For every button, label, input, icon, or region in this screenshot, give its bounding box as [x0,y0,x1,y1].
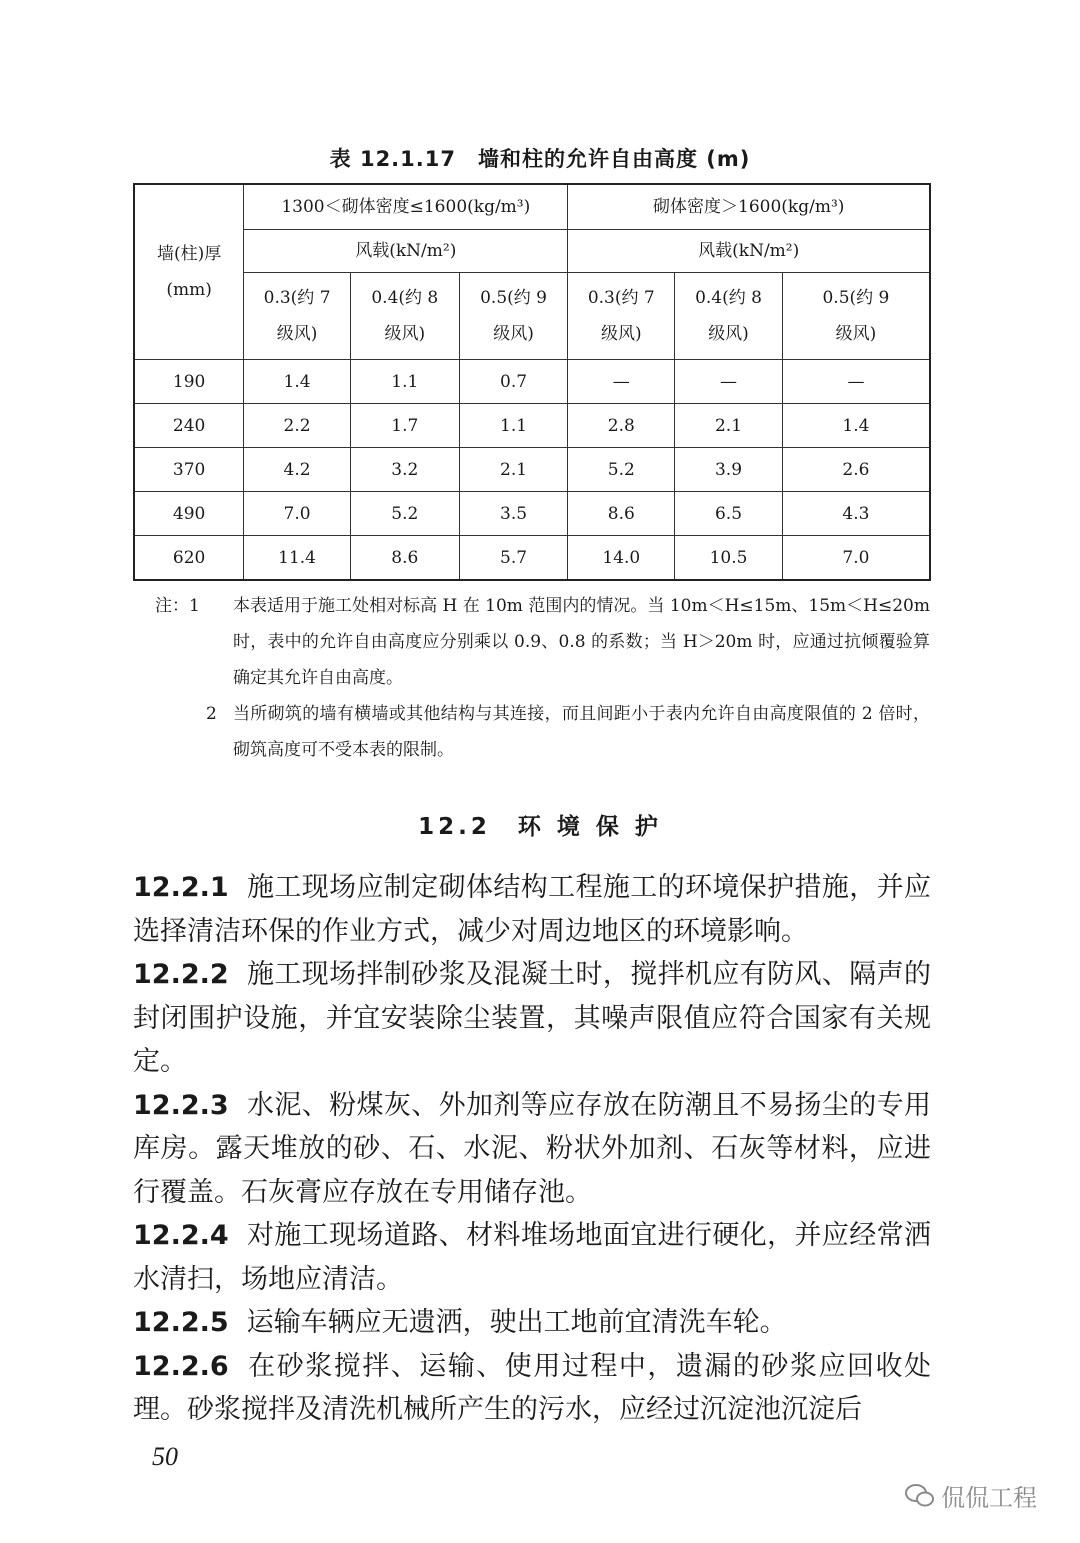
table-cell: 0.7 [459,360,568,404]
table-row [134,492,930,536]
table-cell: 8.6 [568,492,675,536]
table-cell: 1.4 [244,360,351,404]
thickness-cell: 190 [134,360,244,404]
table-cell: 1.1 [459,404,568,448]
table-caption: 表 12.1.17 墙和柱的允许自由高度 (m) [329,147,751,171]
clause-text: 在砂浆搅拌、运输、使用过程中，遗漏的砂浆应回收处理。砂浆搅拌及清洗机械所产生的污水，应经过沉淀池沉淀后 [133,1350,931,1425]
clause-text: 水泥、粉煤灰、外加剂等应存放在防潮且不易扬尘的专用库房。露天堆放的砂、石、水泥、粉状外加剂、石灰等材料，应进行覆盖。石灰膏应存放在专用储存池。 [133,1089,931,1208]
wind-column-header: 0.3(约 7 级风) [568,273,675,360]
note-label: 注：1 [155,596,200,616]
table-cell: 4.3 [782,492,930,536]
allowable-height-table [133,183,931,581]
clause-text: 运输车辆应无遗洒，驶出工地前宜清洗车轮。 [246,1307,787,1338]
wind-column-header: 0.4(约 8 级风) [675,273,783,360]
note-label: 2 [205,704,217,724]
table-cell: — [675,360,783,404]
table-notes [155,588,930,768]
table-row [134,536,930,581]
table-cell: 2.2 [244,404,351,448]
note-2: 当所砌筑的墙有横墙或其他结构与其连接，而且间距小于表内允许自由高度限值的 2 倍时，砌筑高度可不受本表的限制。 [233,704,930,760]
clause [133,1214,931,1301]
table-cell: 8.6 [350,536,459,581]
watermark: 侃侃工程 [905,1478,1037,1513]
wind-column-header: 0.5(约 9 级风) [782,273,930,360]
thickness-cell: 370 [134,448,244,492]
clause [133,953,931,1084]
clauses [133,866,931,1432]
section-title: 12.2 环 境 保 护 [418,814,662,840]
table-row [134,404,930,448]
table-cell: 14.0 [568,536,675,581]
wind-column-header: 0.3(约 7 级风) [244,273,351,360]
thickness-cell: 490 [134,492,244,536]
table-cell: 5.7 [459,536,568,581]
table-cell: 7.0 [244,492,351,536]
thickness-cell: 240 [134,404,244,448]
table-cell: — [568,360,675,404]
clause-number: 12.2.1 [133,872,229,903]
clause-number: 12.2.4 [133,1220,229,1251]
table-cell: 5.2 [350,492,459,536]
page-number: 50 [152,1442,178,1471]
table-cell: 11.4 [244,536,351,581]
clause-number: 12.2.6 [133,1350,229,1382]
clause [133,866,931,953]
clause-text: 施工现场应制定砌体结构工程施工的环境保护措施，并应选择清洁环保的作业方式，减少对周边地区的环境影响。 [133,872,931,947]
table-cell: 1.4 [782,404,930,448]
clause [133,1084,931,1215]
wind-header: 风载(kN/m²) [568,230,930,273]
clause-number: 12.2.3 [133,1089,229,1121]
table-cell: 3.2 [350,448,459,492]
table-cell: 3.9 [675,448,783,492]
clause [133,1301,931,1345]
wind-header: 风载(kN/m²) [244,230,568,273]
note-1: 本表适用于施工处相对标高 H 在 10m 范围内的情况。当 10m＜H≤15m、15m＜H≤20m 时，表中的允许自由高度应分别乘以 0.9、0.8 的系数；当 H＞20m 时，应通过抗倾覆验算确定其允许自由高度。 [233,596,930,688]
table-cell: 6.5 [675,492,783,536]
table-cell: 7.0 [782,536,930,581]
wind-column-header: 0.4(约 8 级风) [350,273,459,360]
table-cell: 2.8 [568,404,675,448]
clause [133,1345,931,1432]
group-header: 1300＜砌体密度≤1600(kg/m³) [244,184,568,230]
table-cell: 1.7 [350,404,459,448]
table-row [134,360,930,404]
clause-text: 施工现场拌制砂浆及混凝土时，搅拌机应有防风、隔声的封闭围护设施，并宜安装除尘装置，其噪声限值应符合国家有关规定。 [133,959,931,1077]
table-cell: 10.5 [675,536,783,581]
clause-text: 对施工现场道路、材料堆场地面宜进行硬化，并应经常洒水清扫，场地应清洁。 [133,1220,931,1295]
wechat-icon [905,1483,935,1509]
table-cell: 3.5 [459,492,568,536]
table-cell: 5.2 [568,448,675,492]
table-cell: 2.1 [459,448,568,492]
table-cell: — [782,360,930,404]
thickness-cell: 620 [134,536,244,581]
table-row [134,448,930,492]
table-cell: 2.1 [675,404,783,448]
clause-number: 12.2.5 [133,1307,229,1338]
wind-column-header: 0.5(约 9 级风) [459,273,568,360]
table-cell: 1.1 [350,360,459,404]
row-header: 墙(柱)厚 (mm) [134,184,244,360]
group-header: 砌体密度＞1600(kg/m³) [568,184,930,230]
table-cell: 2.6 [782,448,930,492]
table-cell: 4.2 [244,448,351,492]
clause-number: 12.2.2 [133,959,229,990]
